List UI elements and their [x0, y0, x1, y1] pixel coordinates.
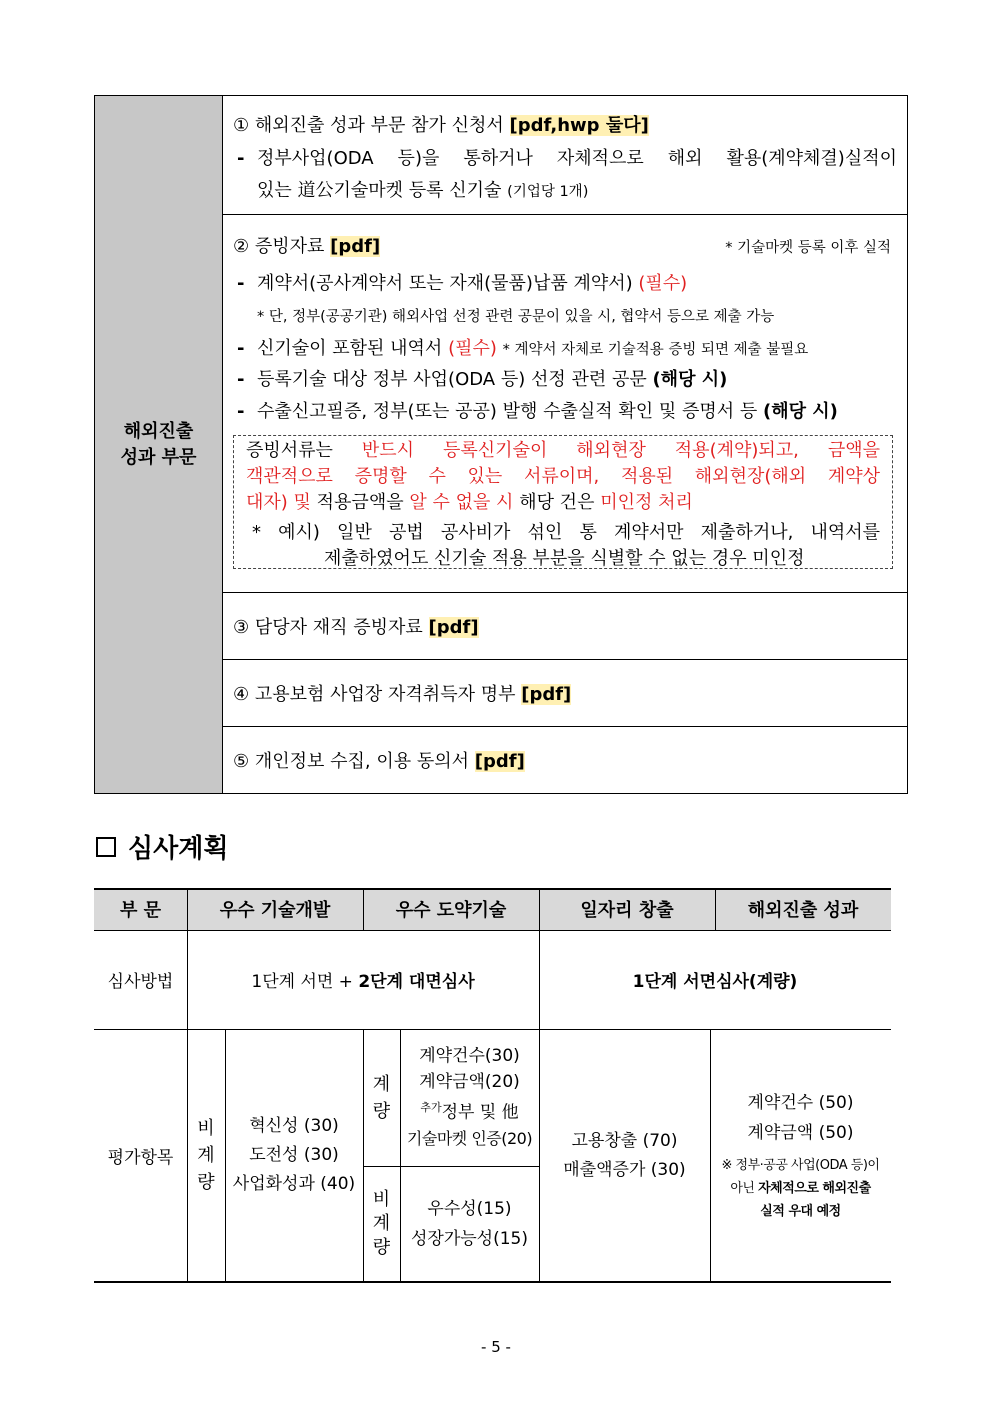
leap-nonquant-items [400, 1166, 539, 1282]
method-label: 심사방법 [107, 972, 174, 992]
section-heading [96, 828, 228, 865]
item-title: 해외진출 성과 부문 참가 신청서 [254, 115, 504, 136]
evidence-warning-box [233, 435, 893, 569]
leap-quant-items [400, 1029, 539, 1166]
section-title: 심사계획 [128, 834, 229, 864]
category-cell [95, 96, 223, 793]
item-evidence [223, 215, 907, 593]
checkbox-square-icon [96, 837, 116, 857]
warning-line2: 객관적으로 증명할 수 있는 서류이며, 적용된 해외현장(해외 계약상 [246, 466, 880, 487]
job-item: 매출액증가 (30) [563, 1159, 686, 1180]
warning-line1: 증빙서류는 반드시 등록신기술이 해외현장 적용(계약)되고, 금액을 [246, 440, 880, 461]
leap-nonquant-label: 비 계 량 [372, 1189, 391, 1258]
item-number: ③ [233, 617, 250, 638]
file-format-tag: [pdf] [330, 236, 381, 257]
header-job-creation: 일자리 창출 [539, 888, 715, 930]
leap-quant-item: 계약금액(20) [419, 1072, 520, 1093]
warning-line3: 대자) 및 적용금액을 알 수 없을 시 해당 건은 미인정 처리 [246, 492, 693, 513]
item-title: 증빙자료 [254, 236, 325, 257]
item-number: ① [233, 115, 250, 136]
overseas-items [710, 1029, 891, 1282]
file-format-tag: [pdf,hwp 둘다] [509, 115, 649, 136]
job-item: 고용창출 (70) [571, 1130, 678, 1151]
item-number: ② [233, 236, 250, 257]
tech-item: 도전성 (30) [249, 1145, 339, 1165]
header-overseas-performance: 해외진출 성과 [715, 888, 891, 930]
page-number: - 5 - [481, 1338, 511, 1356]
tech-nonquant-label: 비 계 량 [197, 1118, 215, 1193]
file-format-tag: [pdf] [474, 751, 525, 772]
item-insurance-roster [223, 660, 907, 727]
leap-quant-item: 기술마켓 인증(20) [406, 1128, 533, 1148]
evidence-bullet-contract: - 계약서(공사계약서 또는 자재(물품)납품 계약서) (필수) [237, 273, 688, 294]
leap-quant-item: 계약건수(30) [419, 1046, 520, 1067]
review-plan-table [94, 888, 891, 1282]
item-title: 개인정보 수집, 이용 동의서 [254, 751, 470, 772]
method-job-overseas: 1단계 서면심사(계량) [632, 972, 798, 992]
warning-example-line2: 제출하였어도 신기술 적용 부분을 식별할 수 없는 경우 미인정 [324, 548, 805, 569]
leap-nonquant-item: 성장가능성(15) [410, 1229, 528, 1249]
header-division: 부 문 [94, 888, 187, 930]
item-title: 담당자 재직 증빙자료 [254, 617, 423, 638]
item-title: 고용보험 사업장 자격취득자 명부 [254, 684, 516, 705]
overseas-note: ※ 정부·공공 사업(ODA 등)이 아닌 자체적으로 해외진출 실적 우대 예정 [721, 1158, 880, 1219]
item-description-line2: 있는 道公기술마켓 등록 신기술 (기업당 1개) [257, 180, 589, 201]
evidence-bullet-export: - 수출신고필증, 정부(또는 공공) 발행 수출실적 확인 및 증명서 등 (해당 시) [237, 401, 838, 422]
category-label-line2: 성과 부문 [120, 446, 197, 468]
tech-item: 사업화성과 (40) [232, 1174, 356, 1194]
overseas-item: 계약건수 (50) [747, 1093, 854, 1113]
tech-items [225, 1029, 363, 1282]
warning-example-line1: * 예시) 일반 공법 공사비가 섞인 통 계약서만 제출하거나, 내역서를 [252, 522, 880, 543]
evidence-bullet-contract-note: * 단, 정부(공공기관) 해외사업 선정 관련 공문이 있을 시, 협약서 등으로 제출 가능 [257, 309, 775, 325]
overseas-item: 계약금액 (50) [747, 1123, 854, 1143]
leap-quant-label: 계 량 [372, 1073, 391, 1122]
leap-nonquant-item: 우수성(15) [427, 1199, 512, 1219]
item-employment-proof [223, 593, 907, 660]
items-label: 평가항목 [107, 1148, 174, 1168]
job-items [539, 1029, 710, 1282]
header-leap-technology: 우수 도약기술 [363, 888, 539, 930]
category-label-line1: 해외진출 [123, 420, 194, 442]
overseas-requirements-table [94, 95, 908, 794]
leap-quant-item: $^{추가}$정부 및 他 [420, 1101, 519, 1123]
item-number: ④ [233, 684, 250, 705]
evidence-note: * 기술마켓 등록 이후 실적 [725, 240, 891, 256]
tech-item: 혁신성 (30) [249, 1116, 339, 1136]
evidence-bullet-official-letter: - 등록기술 대상 정부 사업(ODA 등) 선정 관련 공문 (해당 시) [237, 369, 728, 390]
method-tech-leap: 1단계 서면 + 2단계 대면심사 [251, 972, 475, 992]
item-description-line1: - 정부사업(ODA 등)을 통하거나 자체적으로 해외 활용(계약체결)실적이 [237, 148, 897, 169]
item-application-form [223, 96, 907, 215]
item-number: ⑤ [233, 751, 250, 772]
header-tech-development: 우수 기술개발 [187, 888, 363, 930]
file-format-tag: [pdf] [428, 617, 479, 638]
evidence-bullet-itemized: - 신기술이 포함된 내역서 (필수) * 계약서 자체로 기술적용 증빙 되면 제출 불필요 [237, 338, 809, 359]
item-privacy-consent [223, 727, 907, 793]
file-format-tag: [pdf] [521, 684, 572, 705]
